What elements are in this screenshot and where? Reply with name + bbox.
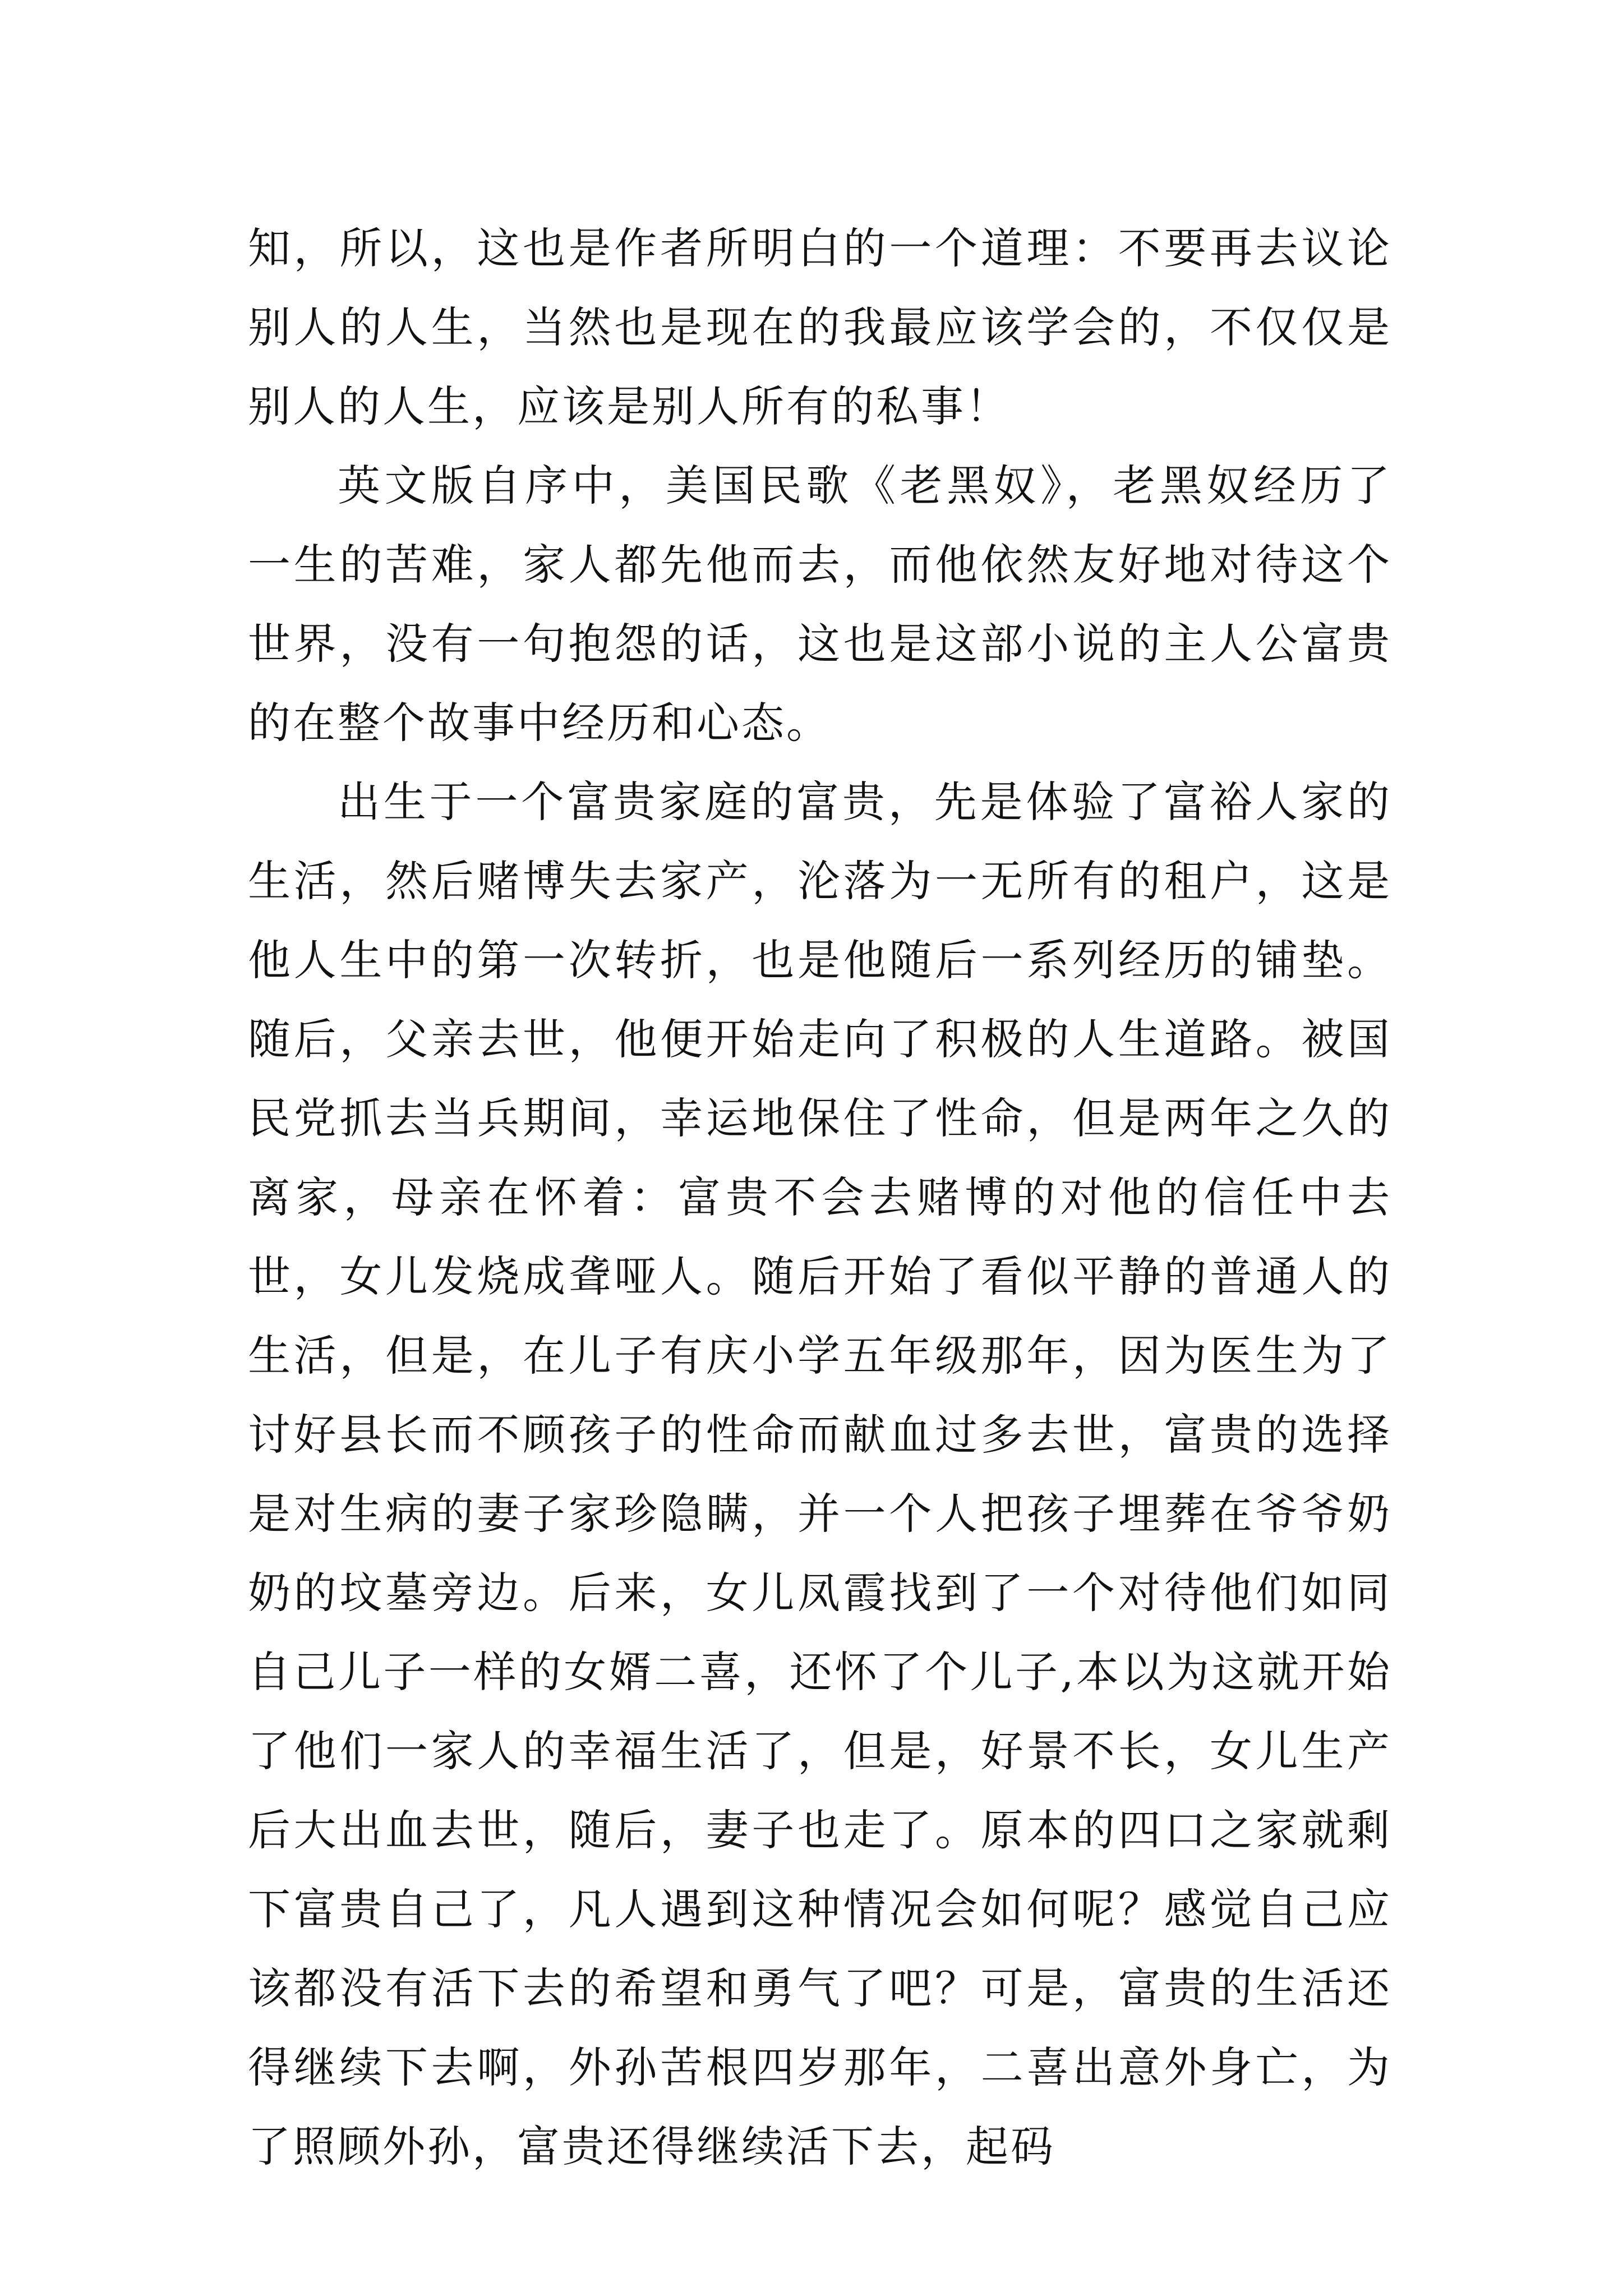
paragraph-1: 知，所以，这也是作者所明白的一个道理：不要再去议论别人的人生，当然也是现在的我最应该学会的，不仅仅是别人的人生，应该是别人所有的私事！ [248,223,1392,431]
paragraph-2: 英文版自序中，美国民歌《老黑奴》，老黑奴经历了一生的苦难，家人都先他而去，而他依然友好地对待这个世界，没有一句抱怨的话，这也是这部小说的主人公富贵的在整个故事中经历和心态。 [248,461,1392,748]
body-text [248,209,1392,2186]
paragraph-3: 出生于一个富贵家庭的富贵，先是体验了富裕人家的生活，然后赌博失去家产，沦落为一无所有的租户，这是他人生中的第一次转折，也是他随后一系列经历的铺垫。随后，父亲去世，他便开始走向了积极的人生道路。被国民党抓去当兵期间，幸运地保住了性命，但是两年之久的离家，母亲在怀着：富贵不会去赌博的对他的信任中去世，女儿发烧成聋哑人。随后开始了看似平静的普通人的生活，但是，在儿子有庆小学五年级那年，因为医生为了讨好县长而不顾孩子的性命而献血过多去世，富贵的选择是对生病的妻子家珍隐瞒，并一个人把孩子埋葬在爷爷奶奶的坟墓旁边。后来，女儿凤霞找到了一个对待他们如同自己儿子一样的女婿二喜，还怀了个儿子,本以为这就开始了他们一家人的幸福生活了，但是，好景不长，女儿生产后大出血去世，随后，妻子也走了。原本的四口之家就剩下富贵自己了，凡人遇到这种情况会如何呢？感觉自己应该都没有活下去的希望和勇气了吧？可是，富贵的生活还得继续下去啊，外孙苦根四岁那年，二喜出意外身亡，为了照顾外孙，富贵还得继续活下去，起码 [248,777,1392,2171]
